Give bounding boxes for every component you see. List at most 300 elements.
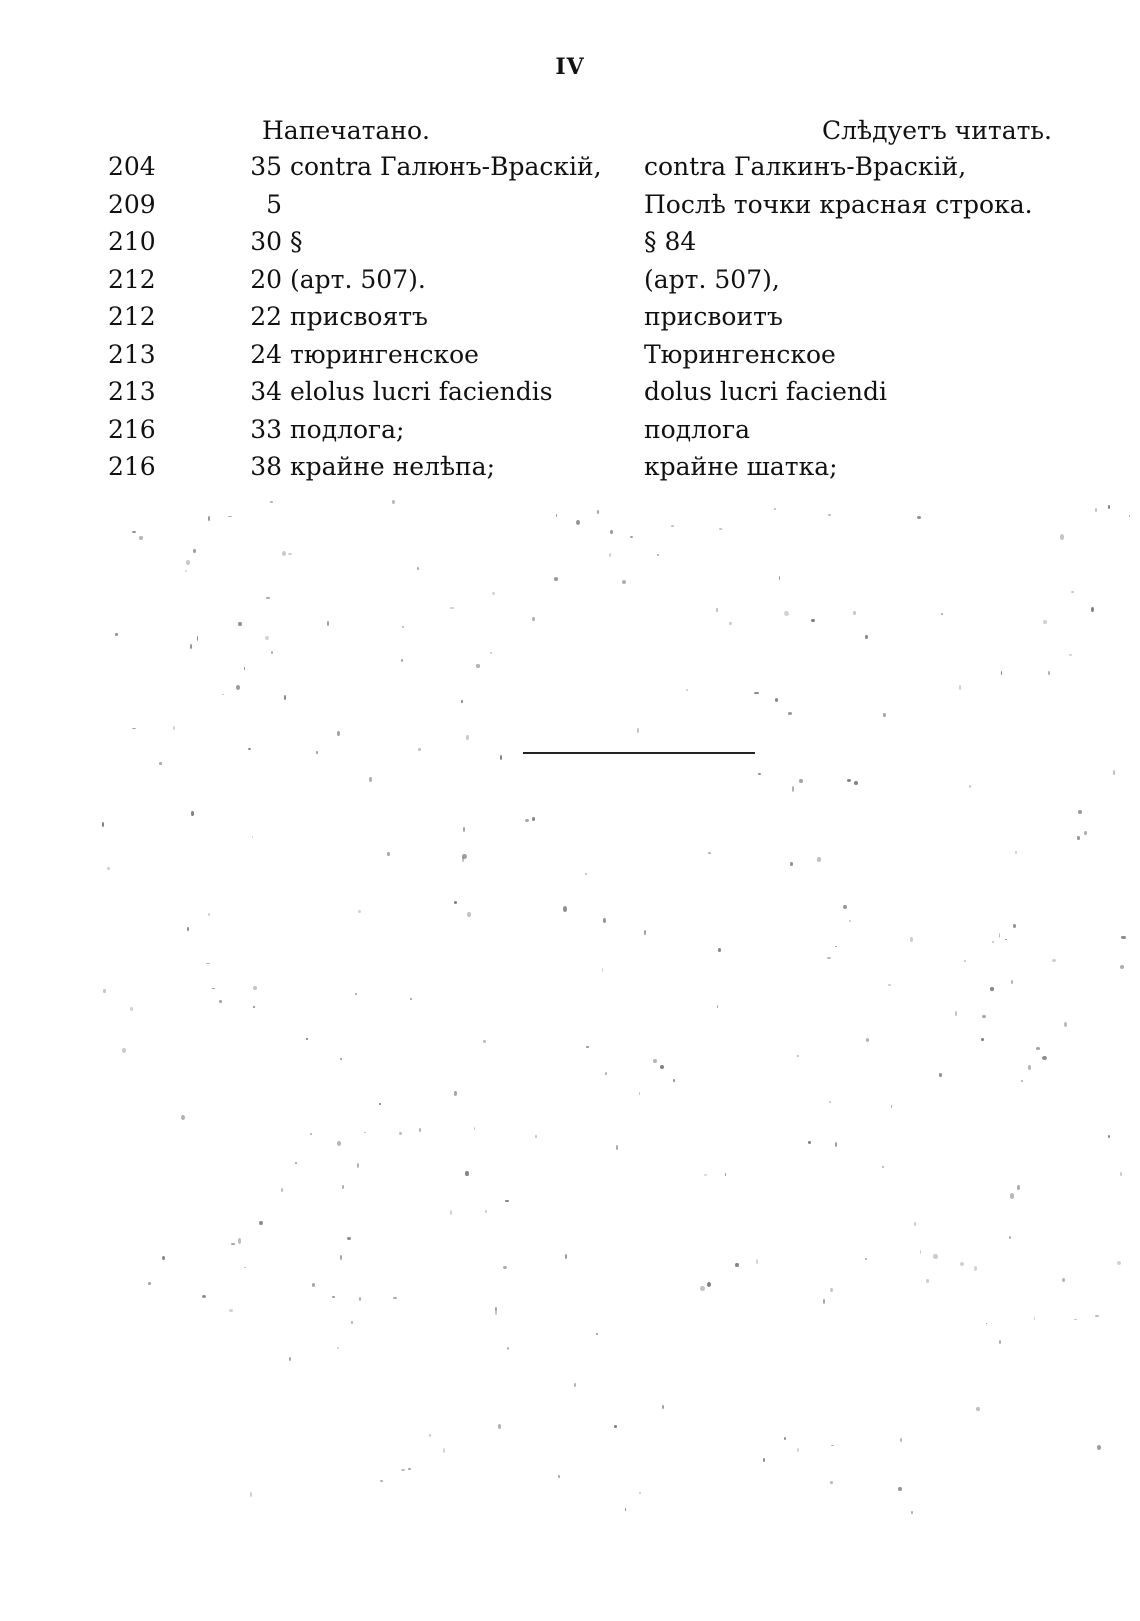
speckle xyxy=(1077,836,1081,840)
speckle xyxy=(289,1357,291,1361)
speckle xyxy=(554,577,558,581)
speckle xyxy=(797,1448,799,1453)
speckle xyxy=(132,531,136,534)
speckle xyxy=(500,755,502,760)
printed-text: (арт. 507). xyxy=(290,264,426,294)
speckle xyxy=(790,862,793,866)
page-ref: 213 xyxy=(108,339,156,369)
speckle xyxy=(1097,1445,1101,1450)
speckle xyxy=(535,1135,537,1138)
speckle xyxy=(828,514,830,516)
speckle xyxy=(686,689,688,691)
speckle xyxy=(351,1321,353,1324)
speckle xyxy=(419,1128,421,1132)
speckle xyxy=(408,1468,411,1470)
speckle xyxy=(671,525,674,528)
speckle xyxy=(992,941,995,943)
speckle xyxy=(981,1038,984,1040)
speckle xyxy=(982,1015,986,1018)
speckle xyxy=(1052,959,1056,962)
speckle xyxy=(429,1434,431,1437)
speckle xyxy=(1015,851,1017,854)
errata-table xyxy=(0,110,1140,486)
speckle xyxy=(775,698,779,702)
header-printed: Напечатано. xyxy=(262,116,430,145)
speckle xyxy=(610,530,613,534)
speckle xyxy=(1034,1317,1036,1320)
speckle xyxy=(1060,534,1064,539)
speckle xyxy=(1095,508,1098,512)
speckle xyxy=(244,1267,247,1269)
speckle xyxy=(485,1210,488,1213)
page-ref: 213 xyxy=(108,377,156,406)
correct-text: dolus lucri faciendi xyxy=(644,377,887,406)
speckle xyxy=(758,773,761,775)
line-ref: 30 xyxy=(250,227,282,256)
page-number: IV xyxy=(555,54,585,80)
speckle xyxy=(1005,939,1007,941)
speckle xyxy=(817,857,821,862)
correct-text: Тюрингенское xyxy=(644,339,836,369)
speckle xyxy=(266,597,269,600)
speckle xyxy=(707,1282,711,1287)
speckle xyxy=(637,728,639,733)
speckle xyxy=(532,817,536,821)
speckle xyxy=(399,1132,402,1136)
printed-text: тюрингенское xyxy=(290,339,479,369)
speckle xyxy=(830,1481,833,1484)
page-ref: 210 xyxy=(108,227,156,256)
speckle xyxy=(639,1092,641,1095)
speckle xyxy=(316,751,319,754)
speckle xyxy=(827,957,831,960)
speckle xyxy=(1010,1193,1014,1198)
speckle xyxy=(586,1046,590,1048)
speckle xyxy=(337,1141,341,1146)
speckle xyxy=(463,827,465,832)
speckle xyxy=(107,867,110,870)
speckle xyxy=(708,852,711,854)
speckle xyxy=(898,1487,901,1490)
speckle xyxy=(1095,1315,1099,1317)
speckle xyxy=(900,1438,902,1443)
speckle xyxy=(252,836,254,839)
speckle xyxy=(1036,1047,1040,1050)
speckle xyxy=(212,988,215,990)
speckle xyxy=(1120,1172,1122,1176)
speckle xyxy=(270,501,273,503)
speckle xyxy=(784,611,788,616)
speckle xyxy=(625,1508,627,1511)
speckle xyxy=(1108,505,1110,509)
speckle xyxy=(282,551,286,556)
speckle xyxy=(1011,980,1013,984)
speckle xyxy=(616,1145,618,1150)
speckle xyxy=(911,1511,913,1514)
speckle xyxy=(281,1188,283,1193)
speckle xyxy=(102,822,104,827)
speckle xyxy=(563,906,567,911)
line-ref: 24 xyxy=(250,339,282,369)
speckle xyxy=(865,1258,867,1260)
speckle xyxy=(990,987,994,991)
speckle xyxy=(347,1237,350,1240)
speckle xyxy=(792,786,794,791)
speckle xyxy=(854,781,858,785)
separator-rule xyxy=(523,752,755,754)
speckle xyxy=(1078,810,1082,814)
speckle xyxy=(454,1091,457,1096)
speckle xyxy=(206,963,210,965)
speckle xyxy=(920,1250,922,1254)
speckle xyxy=(1071,591,1074,593)
speckle xyxy=(891,1105,893,1108)
speckle xyxy=(364,1132,366,1134)
speckle xyxy=(193,549,196,553)
speckle xyxy=(630,536,633,538)
speckle xyxy=(716,608,718,613)
speckle xyxy=(763,1458,765,1462)
speckle xyxy=(602,968,604,972)
speckle xyxy=(1074,1319,1077,1321)
speckle xyxy=(340,1255,342,1260)
speckle xyxy=(130,1007,133,1011)
speckle xyxy=(1013,924,1016,928)
speckle xyxy=(462,857,464,862)
speckle xyxy=(450,607,454,609)
speckle xyxy=(402,626,404,628)
line-ref: 35 xyxy=(250,152,282,181)
speckle xyxy=(609,553,611,557)
speckle xyxy=(271,651,273,654)
correct-text: (арт. 507), xyxy=(644,264,780,294)
speckle xyxy=(229,1309,233,1312)
speckle xyxy=(718,948,721,952)
speckle xyxy=(735,1263,739,1267)
errata-row xyxy=(0,223,1140,261)
speckle xyxy=(704,1174,707,1176)
speckle xyxy=(248,748,251,751)
speckle xyxy=(148,1282,151,1285)
speckle xyxy=(933,1254,937,1259)
speckle xyxy=(380,1480,383,1482)
speckle xyxy=(888,984,891,986)
speckle xyxy=(208,516,210,521)
speckle xyxy=(525,819,529,822)
speckle xyxy=(725,1173,727,1176)
speckle xyxy=(159,762,162,766)
speckle xyxy=(401,659,403,662)
speckle xyxy=(644,930,646,935)
speckle xyxy=(622,580,626,584)
speckle xyxy=(847,779,852,782)
speckle xyxy=(202,1295,206,1298)
speckle xyxy=(191,811,194,815)
speckle xyxy=(779,576,781,580)
errata-row xyxy=(0,373,1140,411)
speckle xyxy=(574,1383,576,1387)
speckle xyxy=(639,1492,641,1494)
speckle xyxy=(784,1437,786,1439)
page-ref: 216 xyxy=(108,414,156,444)
speckle xyxy=(576,520,580,525)
errata-header xyxy=(0,110,1140,148)
line-ref: 38 xyxy=(250,452,282,481)
speckle xyxy=(823,1299,825,1304)
speckle xyxy=(369,777,371,782)
speckle xyxy=(417,567,419,570)
speckle xyxy=(410,998,412,1000)
speckle xyxy=(418,748,421,752)
speckle xyxy=(483,1040,485,1044)
speckle xyxy=(181,1115,185,1120)
speckle xyxy=(969,785,971,788)
speckle xyxy=(1021,1080,1023,1082)
speckle xyxy=(955,1011,957,1016)
speckle xyxy=(337,1347,339,1349)
page-ref: 212 xyxy=(108,302,156,331)
speckle xyxy=(288,553,292,555)
correct-text: Послѣ точки красная строка. xyxy=(644,189,1033,219)
errata-row xyxy=(0,448,1140,486)
speckle xyxy=(139,536,143,540)
speckle xyxy=(253,986,257,990)
speckle xyxy=(187,927,189,931)
line-ref: 22 xyxy=(250,302,282,331)
speckle xyxy=(103,989,106,993)
speckle xyxy=(393,1297,397,1299)
speckle xyxy=(219,1000,223,1004)
speckle xyxy=(357,1163,359,1168)
speckle xyxy=(238,622,242,627)
page-ref: 212 xyxy=(108,264,156,294)
speckle xyxy=(474,1127,476,1130)
speckle xyxy=(1042,1056,1047,1060)
speckle xyxy=(660,1065,664,1069)
speckle xyxy=(379,1103,381,1105)
speckle xyxy=(244,667,246,670)
speckle xyxy=(1129,515,1131,517)
speckle xyxy=(657,554,660,556)
speckle xyxy=(503,1266,507,1270)
speckle xyxy=(700,1286,704,1291)
speckle xyxy=(173,726,175,730)
line-ref: 20 xyxy=(250,264,282,294)
speckle xyxy=(250,1492,252,1497)
speckle xyxy=(392,500,395,504)
speckle xyxy=(1121,936,1125,940)
speckle xyxy=(1062,1278,1065,1282)
speckle xyxy=(596,1333,598,1335)
speckle xyxy=(585,873,588,875)
speckle xyxy=(910,937,914,942)
speckle xyxy=(558,1475,560,1478)
errata-row xyxy=(0,148,1140,186)
printed-text: подлога; xyxy=(290,414,405,444)
speckle xyxy=(228,516,232,518)
speckle xyxy=(756,1259,758,1263)
speckle xyxy=(115,633,118,637)
speckle xyxy=(190,644,193,649)
line-ref: 33 xyxy=(250,414,282,444)
speckle xyxy=(788,712,792,715)
speckle xyxy=(808,1141,812,1144)
speckle xyxy=(1091,607,1094,612)
speckle xyxy=(401,1469,405,1471)
speckle xyxy=(1108,1135,1110,1138)
speckle xyxy=(882,1166,884,1168)
printed-text: крайне нелѣпа; xyxy=(290,452,496,481)
speckle xyxy=(999,1340,1002,1345)
speckle xyxy=(835,1142,837,1147)
speckle xyxy=(774,508,776,510)
header-correct: Слѣдуетъ читать. xyxy=(822,116,1052,145)
speckle xyxy=(265,636,269,640)
speckle xyxy=(811,619,815,623)
speckle xyxy=(597,510,599,515)
speckle xyxy=(466,735,468,740)
speckle xyxy=(465,1171,468,1176)
speckle xyxy=(1043,620,1047,624)
speckle xyxy=(1001,671,1003,676)
speckle xyxy=(843,905,847,909)
speckle xyxy=(1120,965,1124,969)
speckle xyxy=(355,993,357,995)
speckle xyxy=(505,1200,509,1203)
speckle xyxy=(1009,1236,1011,1239)
speckle xyxy=(461,700,464,704)
speckle xyxy=(222,694,224,696)
correct-text: § 84 xyxy=(644,227,697,256)
printed-text: contra Галюнъ-Враскій, xyxy=(290,152,602,181)
speckle xyxy=(231,1243,235,1245)
speckle xyxy=(259,1221,263,1225)
speckle xyxy=(719,528,722,530)
correct-text: крайне шатка; xyxy=(644,452,838,481)
speckle xyxy=(238,1238,241,1243)
speckle xyxy=(495,1310,497,1315)
speckle xyxy=(603,918,606,923)
speckle xyxy=(849,920,851,923)
speckle xyxy=(662,1405,664,1408)
speckle xyxy=(490,652,493,655)
speckle xyxy=(830,1288,834,1292)
speckle xyxy=(960,1262,964,1266)
speckle xyxy=(717,1005,719,1008)
speckle xyxy=(454,901,457,904)
speckle xyxy=(476,664,481,668)
speckle xyxy=(507,1347,509,1350)
speckle xyxy=(999,933,1001,938)
line-ref: 34 xyxy=(250,377,282,406)
page-ref: 209 xyxy=(108,189,156,219)
speckle xyxy=(492,592,495,595)
page-ref: 204 xyxy=(108,152,156,181)
speckle xyxy=(1069,654,1071,656)
speckle xyxy=(974,1266,977,1271)
speckle xyxy=(327,621,329,626)
speckle xyxy=(495,1307,497,1312)
printed-text: § xyxy=(290,227,303,256)
speckle xyxy=(917,516,921,519)
speckle xyxy=(185,570,187,573)
speckle xyxy=(831,1445,834,1447)
speckle xyxy=(1028,1065,1031,1070)
speckle xyxy=(605,1072,607,1075)
speckle xyxy=(122,1048,126,1053)
speckle xyxy=(653,1059,657,1062)
speckle xyxy=(340,1058,343,1060)
speckle xyxy=(941,613,943,615)
speckle xyxy=(467,912,471,917)
errata-row xyxy=(0,261,1140,299)
speckle xyxy=(208,913,210,916)
errata-row xyxy=(0,186,1140,224)
speckle xyxy=(853,611,857,616)
errata-row xyxy=(0,298,1140,336)
speckle xyxy=(754,692,758,694)
speckle xyxy=(865,635,867,640)
speckle xyxy=(450,1210,452,1215)
speckle xyxy=(829,1101,831,1104)
speckle xyxy=(532,617,535,621)
speckle xyxy=(964,960,967,963)
speckle xyxy=(197,636,199,641)
speckle xyxy=(976,1407,980,1412)
speckle xyxy=(1113,770,1115,775)
speckle xyxy=(1048,671,1050,675)
speckle xyxy=(883,713,886,717)
speckle xyxy=(673,1079,675,1082)
speckle xyxy=(236,685,240,690)
printed-text: присвоятъ xyxy=(290,302,428,331)
line-ref: 5 xyxy=(266,189,282,219)
page-ref: 216 xyxy=(108,452,156,481)
speckle xyxy=(986,1323,988,1325)
speckle xyxy=(959,685,961,690)
speckle xyxy=(312,1283,316,1287)
speckle xyxy=(1064,1022,1067,1027)
speckle xyxy=(565,1254,568,1259)
correct-text: присвоитъ xyxy=(644,302,783,331)
speckle xyxy=(310,1133,312,1136)
speckle xyxy=(332,1296,336,1298)
speckle xyxy=(498,1424,502,1429)
speckle xyxy=(162,1256,165,1260)
speckle xyxy=(359,1297,361,1301)
speckle xyxy=(939,1073,941,1078)
speckle xyxy=(1017,1185,1020,1190)
speckle xyxy=(337,731,340,736)
correct-text: подлога xyxy=(644,414,751,444)
speckle xyxy=(614,1425,618,1428)
speckle xyxy=(342,1185,344,1189)
errata-row xyxy=(0,336,1140,374)
speckle xyxy=(866,1038,869,1042)
speckle xyxy=(132,728,136,730)
speckle xyxy=(1084,831,1087,835)
speckle xyxy=(462,854,466,859)
speckle xyxy=(443,1448,446,1453)
correct-text: contra Галкинъ-Враскій, xyxy=(644,152,967,181)
speckle xyxy=(306,1038,308,1040)
printed-text: elolus lucri faciendis xyxy=(290,377,553,406)
speckle xyxy=(387,852,389,856)
speckle xyxy=(1117,1261,1121,1265)
speckle xyxy=(358,910,361,913)
speckle xyxy=(186,560,190,565)
speckle xyxy=(729,622,731,625)
